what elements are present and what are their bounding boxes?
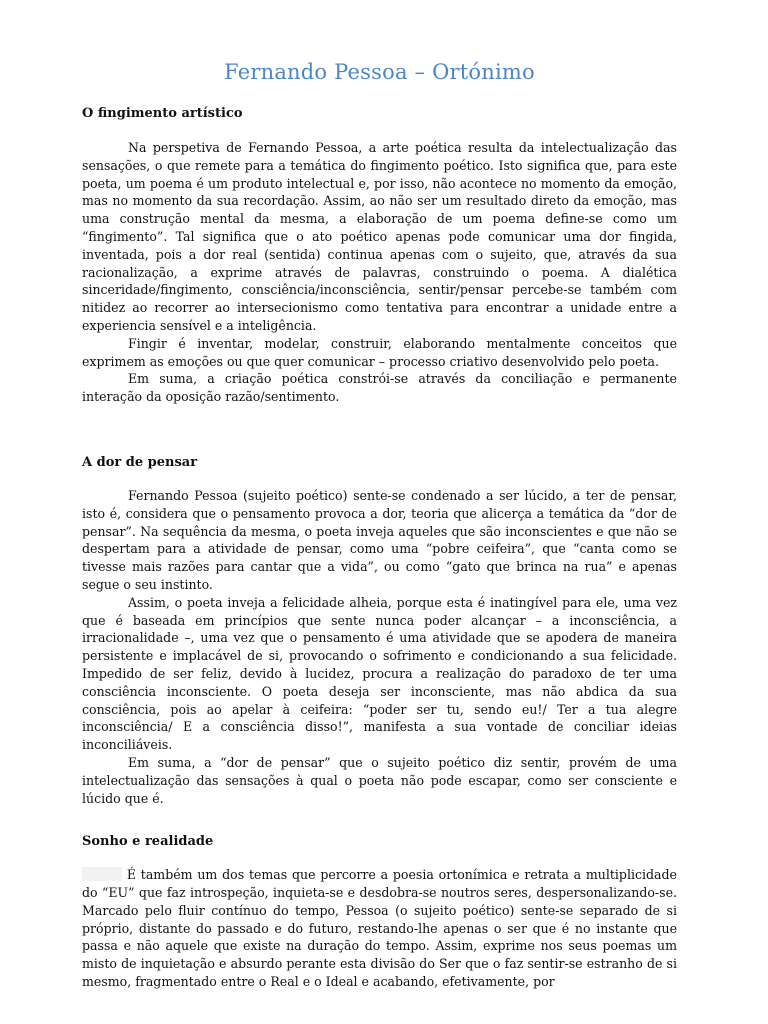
paragraph <box>82 866 677 991</box>
section-fingimento-artistico <box>82 106 677 406</box>
paragraph: Em suma, a criação poética constrói-se através da conciliação e permanente interação da oposição razão/sentimento. <box>82 371 677 405</box>
section-heading: O fingimento artístico <box>82 106 243 121</box>
document-title: Fernando Pessoa – Ortónimo <box>224 60 535 84</box>
section-heading: A dor de pensar <box>82 454 198 470</box>
paragraph: Fernando Pessoa (sujeito poético) sente-se condenado a ser lúcido, a ter de pensar, isto é, considera que o pensamento provoca a dor, teoria que alicerça a temática da “dor de pensar”. Na sequência da mesma, o poeta inveja aqueles que são inconscientes e que não se despertam para a atividade de pensar, como uma “pobre ceifeira”, que “canta como se tivesse mais razões para cantar que a vida”, ou como “gato que brinca na rua” e apenas segue o seu instinto. <box>82 487 677 592</box>
paragraph: Assim, o poeta inveja a felicidade alheia, porque esta é inatingível para ele, uma vez que é baseada em princípios que sente nunca poder alcançar – a inconsciência, a irracionalidade –, uma vez que o pensamento é uma atividade que se apodera de maneira persistente e implacável de si, provocando o sofrimento e condicionando a sua felicidade. Impedido de ser feliz, devido à lucidez, procura a realização do paradoxo de ter uma consciência inconsciente. O poeta deseja ser inconsciente, mas não abdica da sua consciência, pois ao apelar à ceifeira: “poder ser tu, sendo eu!/ Ter a tua alegre inconsciência/ E a consciência disso!”, manifesta a sua vontade de conciliar ideias inconciliáveis. <box>82 594 677 753</box>
section-dor-de-pensar <box>82 455 677 807</box>
section-heading: Sonho e realidade <box>82 834 214 850</box>
indent-placeholder <box>82 867 122 881</box>
paragraph: Fingir é inventar, modelar, construir, elaborando mentalmente conceitos que exprimem as emoções ou que quer comunicar – processo criativo desenvolvido pelo poeta. <box>82 335 677 369</box>
spacer <box>82 433 677 455</box>
paragraph: Na perspetiva de Fernando Pessoa, a arte poética resulta da intelectualização das sensações, o que remete para a temática do fingimento poético. Isto significa que, para este poeta, um poema é um produto intelectual e, por isso, não acontece no momento da emoção, mas no momento da sua recordação. Assim, ao não ser um resultado direto da emoção, mas uma construção mental da mesma, a elaboração de um poema define-se como um “fingimento”. Tal significa que o ato poético apenas pode comunicar uma dor fingida, inventada, pois a dor real (sentida) continua apenas com o sujeito, que, através da sua racionalização, a exprime através de palavras, construindo o poema. A dialética sinceridade/fingimento, consciência/inconsciência, sentir/pensar percebe-se também com nitidez ao recorrer ao intersecionismo como tentativa para encontrar a unidade entre a experiencia sensível e a inteligência. <box>82 140 677 333</box>
paragraph: Em suma, a “dor de pensar” que o sujeito poético diz sentir, provém de uma intelectualização das sensações à qual o poeta não pode escapar, como ser consciente e lúcido que é. <box>82 754 677 806</box>
section-sonho-e-realidade <box>82 834 677 991</box>
paragraph-text: É também um dos temas que percorre a poesia ortonímica e retrata a multiplicidade do “EU” que faz introspeção, inquieta-se e desdobra-se noutros seres, despersonalizando-se. Marcado pelo fluir contínuo do tempo, Pessoa (o sujeito poético) sente-se separado de si próprio, distante do passado e do futuro, restando-lhe apenas o ser que é no instante que passa e não aquele que existe na duração do tempo. Assim, exprime nos seus poemas um misto de inquietação e absurdo perante esta divisão do Ser que o faz sentir-se estranho de si mesmo, fragmentado entre o Real e o Ideal e acabando, efetivamente, por <box>82 867 677 990</box>
